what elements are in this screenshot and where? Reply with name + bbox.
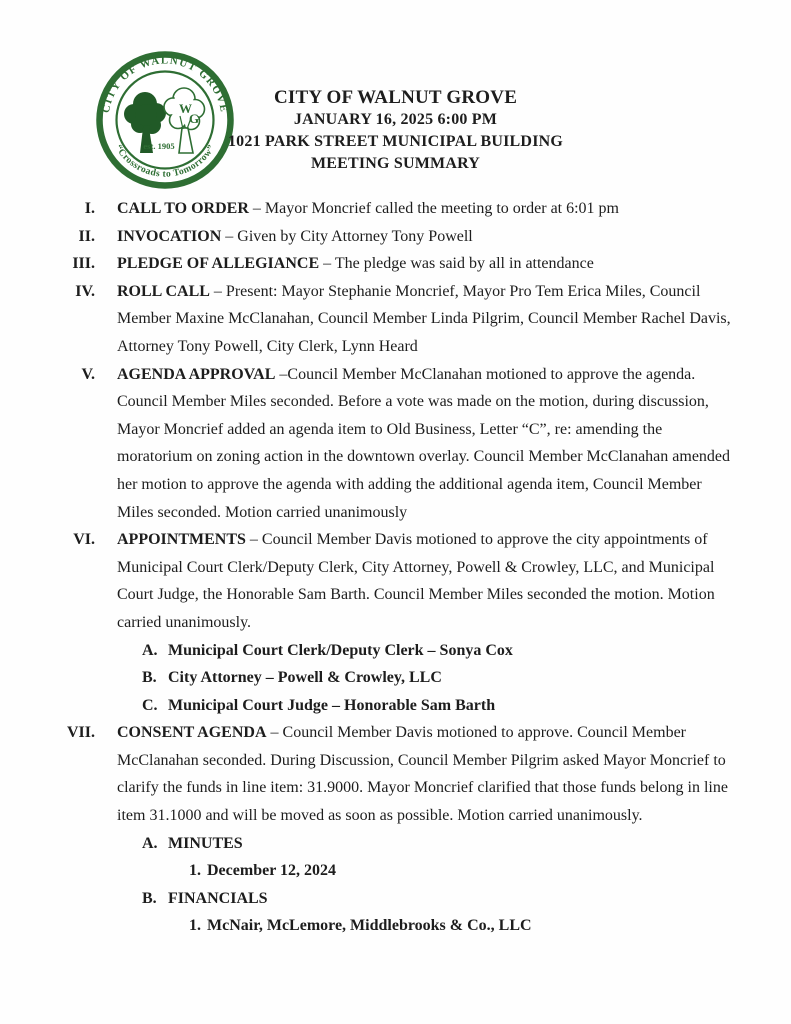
child-label: 1. [189,862,201,880]
item-text [117,719,737,940]
sub-item-label: B. [142,669,157,687]
sub-item-label: A. [142,641,158,659]
agenda-list [58,195,738,940]
document-header [0,0,791,196]
sub-item-label: A. [142,834,158,852]
document-type: MEETING SUMMARY [310,155,481,172]
child-label: 1. [189,917,201,935]
item-body: –Council Member McClanahan motioned to approve the agenda. Council Member Miles seconded. Before a vote was made on the motion, during discussion, Mayor Moncrief added an agenda item to Old Business, Letter “C”, re: amending the moratorium on zoning action in the downtown overlay. Council Member McClanahan amended her motion to approve the agenda with adding the additional agenda item, Council Member Miles seconded. Motion carried unanimously [117,365,731,521]
item-body: – Council Member Davis motioned to approve the city appointments of Municipal Court Clerk/Deputy Clerk, City Attorney, Powell & Crowley, LLC, and Municipal Court Judge, the Honorable Sam Barth. Council Member Miles seconded the motion. Motion carried unanimously. [117,531,715,631]
agenda-item-invocation [58,223,738,251]
item-heading: INVOCATION [117,227,222,245]
item-numeral: IV. [75,282,95,300]
monogram-w: W [179,101,192,116]
item-body: – Present: Mayor Stephanie Moncrief, Mayor Pro Tem Erica Miles, Council Member Maxine McClanahan, Council Member Linda Pilgrim, Council Member Rachel Davis, Attorney Tony Powell, City Clerk, Lynn Heard [117,282,731,355]
item-body: – The pledge was said by all in attendance [319,255,594,273]
sub-item-text: City Attorney – Powell & Crowley, LLC [168,669,442,687]
seal-ring-text-bottom: “Crossroads to Tomorrow” [112,142,218,180]
title-block [0,86,791,175]
agenda-item-agenda-approval [58,361,738,527]
sub-item-text: MINUTES [168,834,243,852]
item-heading: CALL TO ORDER [117,200,249,217]
item-heading: PLEDGE OF ALLEGIANCE [117,255,320,273]
sub-item-label: B. [142,889,157,907]
item-text [117,278,737,361]
item-body: – Council Member Davis motioned to approve. Council Member McClanahan seconded. During Discussion, Council Member Pilgrim asked Mayor Moncrief to clarify the funds in line item: 31.9000. Mayor Moncrief clarified that those funds belong in line item 31.1000 and will be moved as soon as possible. Motion carried unanimously. [117,724,728,825]
monogram-g: G [189,111,200,126]
item-numeral: I. [84,200,95,217]
item-heading: APPOINTMENTS [117,531,246,549]
document-title: CITY OF WALNUT GROVE [273,87,518,108]
sub-item-text: Municipal Court Judge – Honorable Sam Barth [168,696,496,714]
sub-item-label: C. [142,696,158,714]
sub-item [142,830,737,858]
item-numeral: II. [78,227,95,245]
document-datetime: JANUARY 16, 2025 6:00 PM [293,111,498,128]
sub-item-child [189,857,737,885]
seal-established-text: est. 1905 [143,141,175,151]
agenda-item-roll-call [58,278,738,361]
sub-item [142,692,737,720]
item-numeral: VI. [73,531,95,549]
agenda-item-pledge [58,250,738,278]
item-body: – Mayor Moncrief called the meeting to order at 6:01 pm [248,200,619,217]
item-body: – Given by City Attorney Tony Powell [221,227,473,245]
item-numeral: III. [72,255,95,273]
item-numeral: VII. [66,724,95,742]
sub-item [142,637,737,665]
sub-item-text: FINANCIALS [168,889,268,907]
sub-item-child [189,912,737,940]
agenda-item-appointments [58,526,738,719]
item-text [117,526,737,719]
seal-ring-text-top: CITY OF WALNUT GROVE [99,54,231,114]
item-text [117,250,737,278]
sub-item-text: Municipal Court Clerk/Deputy Clerk – Sonya Cox [168,641,513,659]
sub-item [142,664,737,692]
item-text [117,195,737,223]
item-heading: ROLL CALL [117,282,210,300]
item-text [117,223,737,251]
child-text: McNair, McLemore, Middlebrooks & Co., LLC [207,917,532,935]
sub-item [142,885,737,913]
item-numeral: V. [81,365,95,383]
item-heading: CONSENT AGENDA [117,724,267,742]
item-text [117,361,737,527]
document-address: 1021 PARK STREET MUNICIPAL BUILDING [227,133,564,150]
child-text: December 12, 2024 [207,862,336,880]
agenda-item-consent-agenda [58,719,738,940]
agenda-item-call-to-order [58,195,738,223]
item-heading: AGENDA APPROVAL [117,365,276,383]
